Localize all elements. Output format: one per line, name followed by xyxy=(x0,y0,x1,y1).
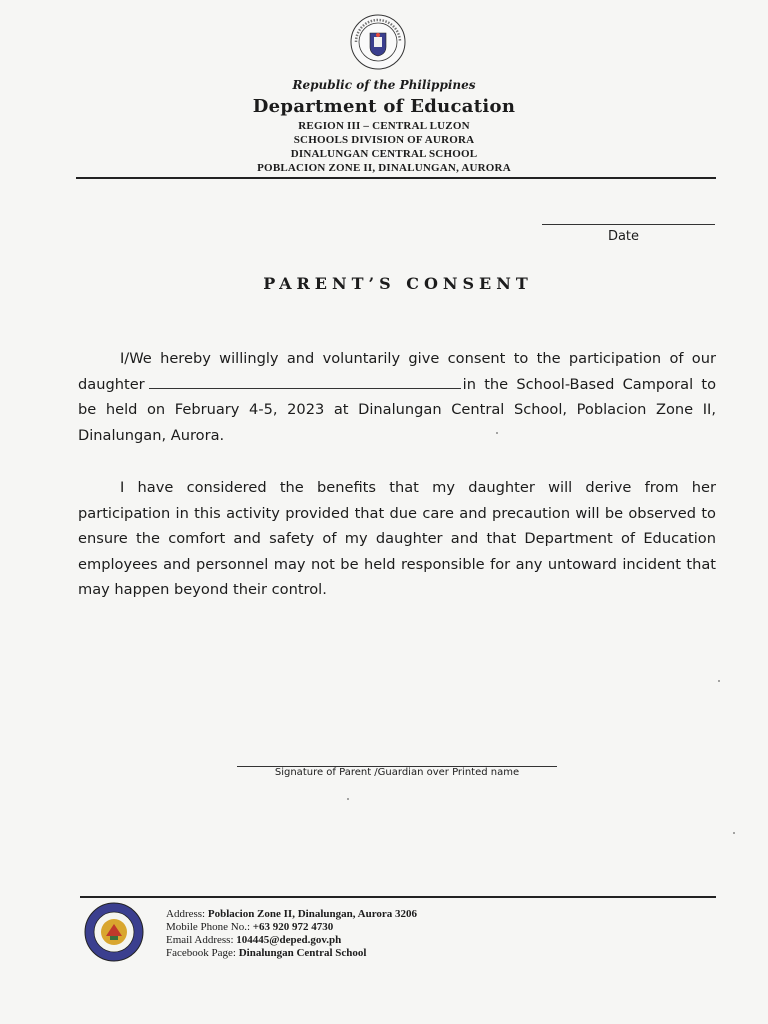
considerations-text: I have considered the benefits that my daughter will derive from her participation in this activity provided that due care and precaution will be observed to ensure the comfort and safety of my daughter and that Department of Education employees and personnel may not be held responsible for any untoward incident that may happen beyond their control. xyxy=(78,479,716,598)
school-line: DINALUNGAN CENTRAL SCHOOL xyxy=(290,148,478,160)
consent-paragraph xyxy=(78,346,716,448)
document-title: PARENT’S CONSENT xyxy=(263,274,533,293)
footer-address: Address: Poblacion Zone II, Dinalungan, Aurora 3206 xyxy=(166,908,418,920)
scan-speck xyxy=(718,680,720,682)
footer-mobile: Mobile Phone No.: +63 920 972 4730 xyxy=(166,921,334,933)
consent-text-part1: I/We hereby willingly and voluntarily give consent to the participation of our daughter xyxy=(78,350,716,393)
consent-text-part2: in the School-Based Camporal to be held on February 4-5, 2023 at Dinalungan Central School, Poblacion Zone II, Dinalungan, Aurora. xyxy=(78,375,716,444)
region-line: REGION III – CENTRAL LUZON xyxy=(298,120,470,132)
considerations-paragraph xyxy=(78,475,716,603)
deped-seal-icon xyxy=(350,14,406,70)
footer-email: Email Address: 104445@deped.gov.ph xyxy=(166,934,342,946)
department-heading: Department of Education xyxy=(252,96,516,117)
footer-divider xyxy=(80,896,716,898)
date-label: Date xyxy=(607,229,640,244)
division-line: SCHOOLS DIVISION OF AURORA xyxy=(293,134,475,146)
signature-label: Signature of Parent /Guardian over Printed name xyxy=(274,767,520,778)
scan-speck xyxy=(733,832,735,834)
header-divider xyxy=(76,177,716,179)
daughter-name-blank[interactable] xyxy=(149,376,461,389)
republic-heading: Republic of the Philippines xyxy=(292,78,476,92)
scan-speck xyxy=(347,798,349,800)
date-field-line[interactable] xyxy=(542,224,715,225)
school-address-line: POBLACION ZONE II, DINALUNGAN, AURORA xyxy=(257,162,511,174)
footer-facebook: Facebook Page: Dinalungan Central School xyxy=(166,947,367,959)
scan-speck xyxy=(496,432,498,434)
school-logo-icon xyxy=(84,902,144,962)
